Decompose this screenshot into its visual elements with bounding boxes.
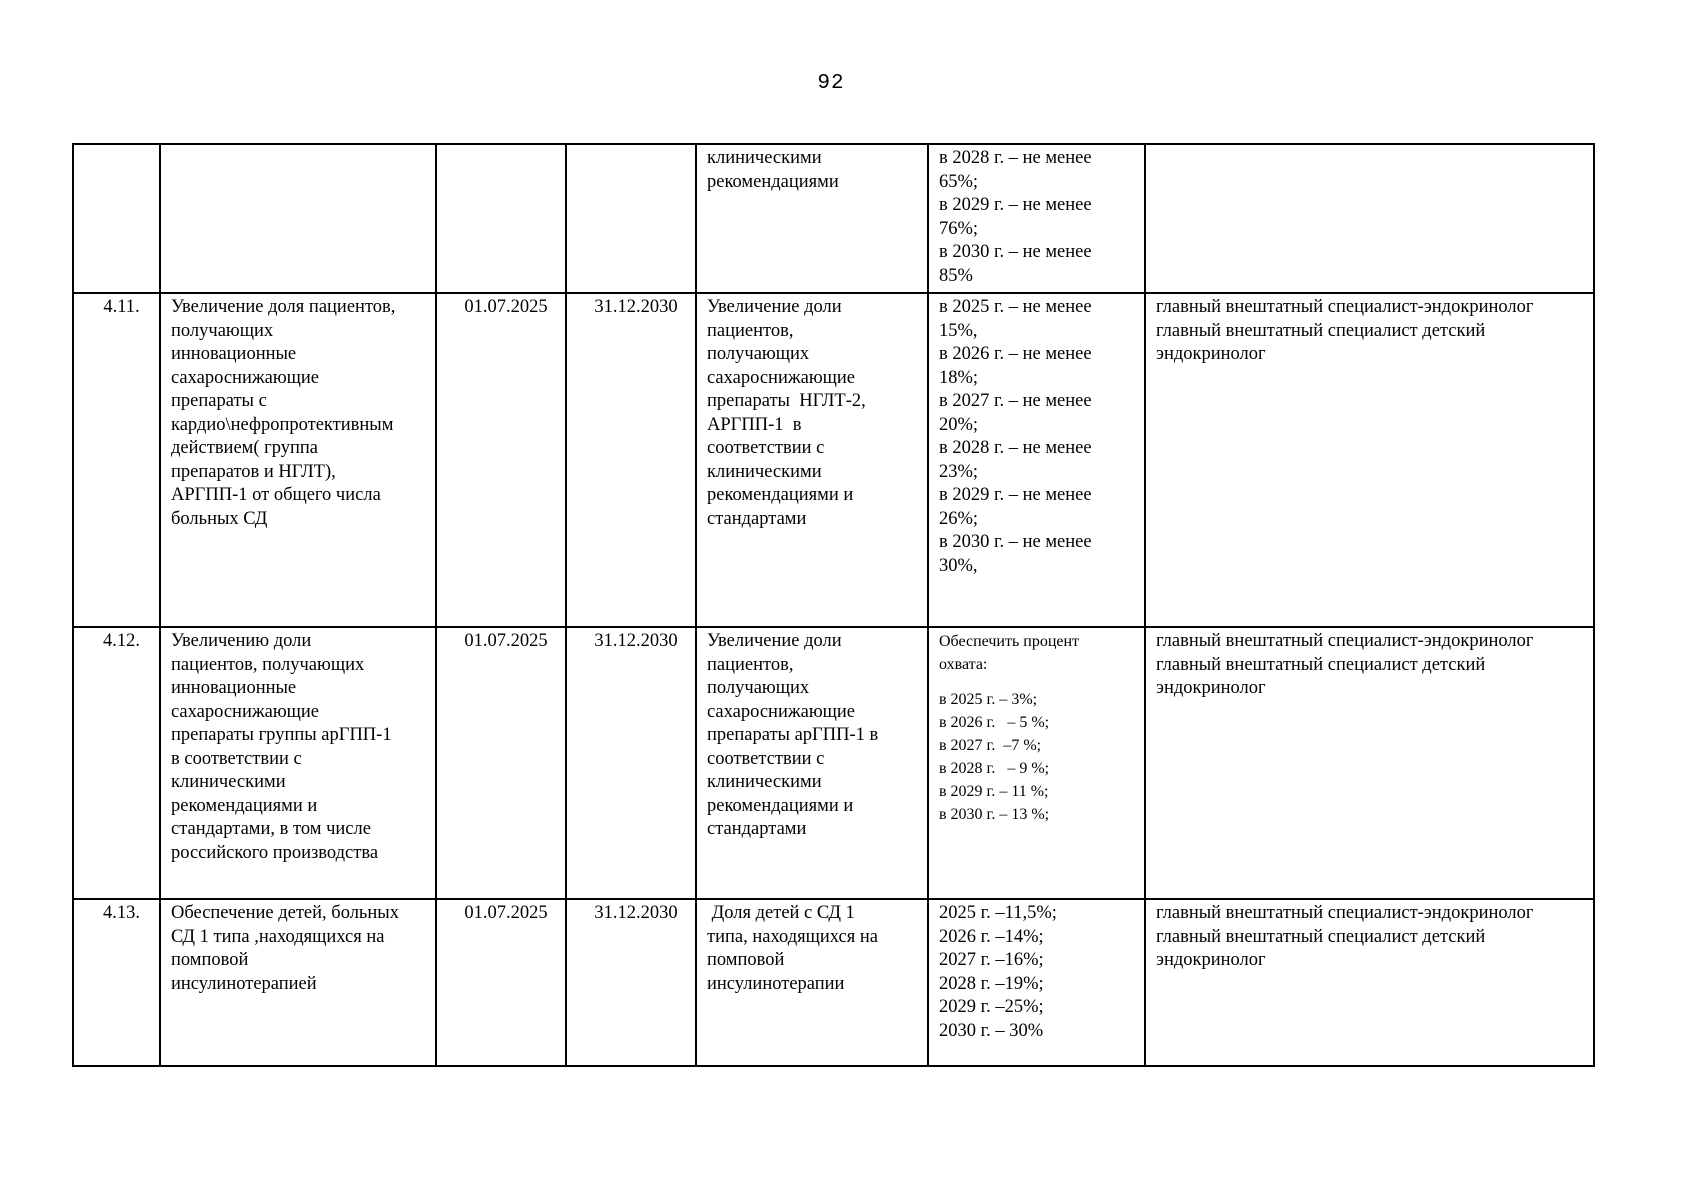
cell-line: 65%; [939,171,979,192]
cell-line: помповой [707,950,785,970]
activity-name-cell [160,144,436,293]
cell-line: 85% [939,265,973,286]
cell-line: Обеспечить процент [939,633,1080,650]
cell-line: действием( группа [171,438,319,458]
item-number-cell [73,144,160,293]
cell-line: 20%; [939,414,979,435]
cell-line: клиническими [707,461,822,482]
target-values-cell [928,144,1145,293]
cell-line: сахароснижающие [707,367,856,388]
cell-line: типа, находящихся на [707,926,878,947]
table-body [73,144,1594,1066]
cell-line: инсулинотерапией [171,973,317,994]
item-number-cell: 4.12. [73,627,160,899]
cell-line: помповой [171,950,249,970]
cell-line: главный внештатный специалист детский [1156,320,1486,341]
activity-name-cell [160,627,436,899]
cell-line: в 2029 г. – 11 %; [939,783,1049,800]
responsible-cell [1145,293,1594,627]
cell-line: 30%, [939,555,978,576]
cell-line: клиническими [171,772,286,792]
cell-line: главный внештатный специалист детский [1156,926,1486,947]
start-date-cell: 01.07.2025 [436,293,566,627]
indicator-cell [696,627,928,899]
cell-line: Доля детей с СД 1 [707,903,855,923]
cell-line: в 2026 г. – 5 %; [939,714,1050,731]
cell-line: главный внештатный специалист-эндокринолог [1156,903,1534,923]
cell-line: получающих [171,320,274,341]
cell-line: сахароснижающие [171,701,320,722]
cell-line: стандартами, в том числе [171,819,371,839]
cell-line: стандартами [707,819,807,839]
cell-line: 2025 г. –11,5%; [939,903,1057,923]
cell-line: Увеличение доли [707,297,842,317]
responsible-cell [1145,144,1594,293]
cell-line: препараты НГЛТ-2, [707,391,866,411]
cell-line: пациентов, получающих [171,654,365,675]
cell-line: препараты с [171,391,267,411]
cell-line: клиническими [707,772,822,792]
cell-line: охвата: [939,656,988,673]
cell-line: эндокринолог [1156,678,1266,698]
cell-line: 2027 г. –16%; [939,950,1044,970]
end-date-cell: 31.12.2030 [566,293,696,627]
cell-line: 26%; [939,508,979,529]
cell-line: в 2028 г. – 9 %; [939,760,1050,777]
cell-line: в 2028 г. – не менее [939,438,1092,458]
cell-line: рекомендациями и [707,485,854,505]
target-values-cell [928,627,1145,899]
cell-line: пациентов, [707,654,794,675]
cell-line: эндокринолог [1156,950,1266,970]
cell-line: инновационные [171,678,297,698]
target-values-cell [928,899,1145,1066]
cell-line: главный внештатный специалист детский [1156,654,1486,675]
cell-line: соответствии с [707,438,825,458]
activity-name-cell [160,899,436,1066]
cell-line: больных СД [171,508,268,529]
cell-line: препаратов и НГЛТ), [171,461,336,482]
cell-line: рекомендациями и [707,795,854,816]
item-number-cell: 4.11. [73,293,160,627]
spacer [939,676,1144,688]
cell-line: в 2025 г. – 3%; [939,691,1038,708]
cell-line: в 2027 г. –7 %; [939,737,1042,754]
cell-line: в 2030 г. – не менее [939,532,1092,552]
cell-line: клиническими [707,148,822,168]
cell-line: стандартами [707,508,807,529]
cell-line: в 2029 г. – не менее [939,485,1092,505]
indicator-cell [696,899,928,1066]
cell-line: 2026 г. –14%; [939,926,1044,947]
indicator-cell [696,144,928,293]
cell-line: инновационные [171,344,297,364]
cell-line: 2029 г. –25%; [939,997,1044,1017]
start-date-cell: 01.07.2025 [436,627,566,899]
cell-line: соответствии с [707,748,825,769]
responsible-cell [1145,899,1594,1066]
cell-line: получающих [707,344,810,364]
cell-line: 2028 г. –19%; [939,973,1044,994]
start-date-cell [436,144,566,293]
cell-line: 18%; [939,367,979,388]
cell-line: препараты арГПП-1 в [707,725,879,745]
end-date-cell: 31.12.2030 [566,627,696,899]
cell-line: эндокринолог [1156,344,1266,364]
responsible-cell [1145,627,1594,899]
activity-name-cell [160,293,436,627]
cell-line: в 2025 г. – не менее [939,297,1092,317]
cell-line: 15%, [939,320,978,341]
cell-line: кардио\нефропротективным [171,414,394,435]
page-number: 92 [817,72,845,95]
table-row [73,899,1594,1066]
cell-line: в 2029 г. – не менее [939,195,1092,215]
cell-line: в 2030 г. – не менее [939,242,1092,262]
cell-line: в 2026 г. – не менее [939,344,1092,364]
cell-line: сахароснижающие [171,367,320,388]
cell-line: сахароснижающие [707,701,856,722]
cell-line: в 2027 г. – не менее [939,391,1092,411]
cell-line: 2030 г. – 30% [939,1020,1044,1041]
cell-line: инсулинотерапии [707,973,845,994]
cell-line: 23%; [939,461,979,482]
end-date-cell [566,144,696,293]
indicator-cell [696,293,928,627]
end-date-cell: 31.12.2030 [566,899,696,1066]
cell-line: АРГПП-1 в [707,414,802,435]
cell-line: в 2028 г. – не менее [939,148,1092,168]
cell-line: препараты группы арГПП-1 [171,725,392,745]
cell-line: Увеличению доли [171,631,312,651]
cell-line: главный внештатный специалист-эндокринолог [1156,631,1534,651]
cell-line: пациентов, [707,320,794,341]
cell-line: рекомендациями и [171,795,318,816]
table-row [73,293,1594,627]
cell-line: главный внештатный специалист-эндокринолог [1156,297,1534,317]
cell-line: российского производства [171,842,379,863]
cell-line: Увеличение доли [707,631,842,651]
table-row [73,144,1594,293]
start-date-cell: 01.07.2025 [436,899,566,1066]
item-number-cell: 4.13. [73,899,160,1066]
activities-table [72,143,1595,1067]
cell-line: СД 1 типа ,находящихся на [171,926,385,947]
cell-line: Увеличение доля пациентов, [171,297,396,317]
cell-line: 76%; [939,218,979,239]
target-values-cell [928,293,1145,627]
cell-line: Обеспечение детей, больных [171,903,399,923]
cell-line: рекомендациями [707,171,839,192]
cell-line: получающих [707,678,810,698]
cell-line: в 2030 г. – 13 %; [939,806,1050,823]
cell-line: АРГПП-1 от общего числа [171,485,381,505]
cell-line: в соответствии с [171,748,302,769]
table-row [73,627,1594,899]
